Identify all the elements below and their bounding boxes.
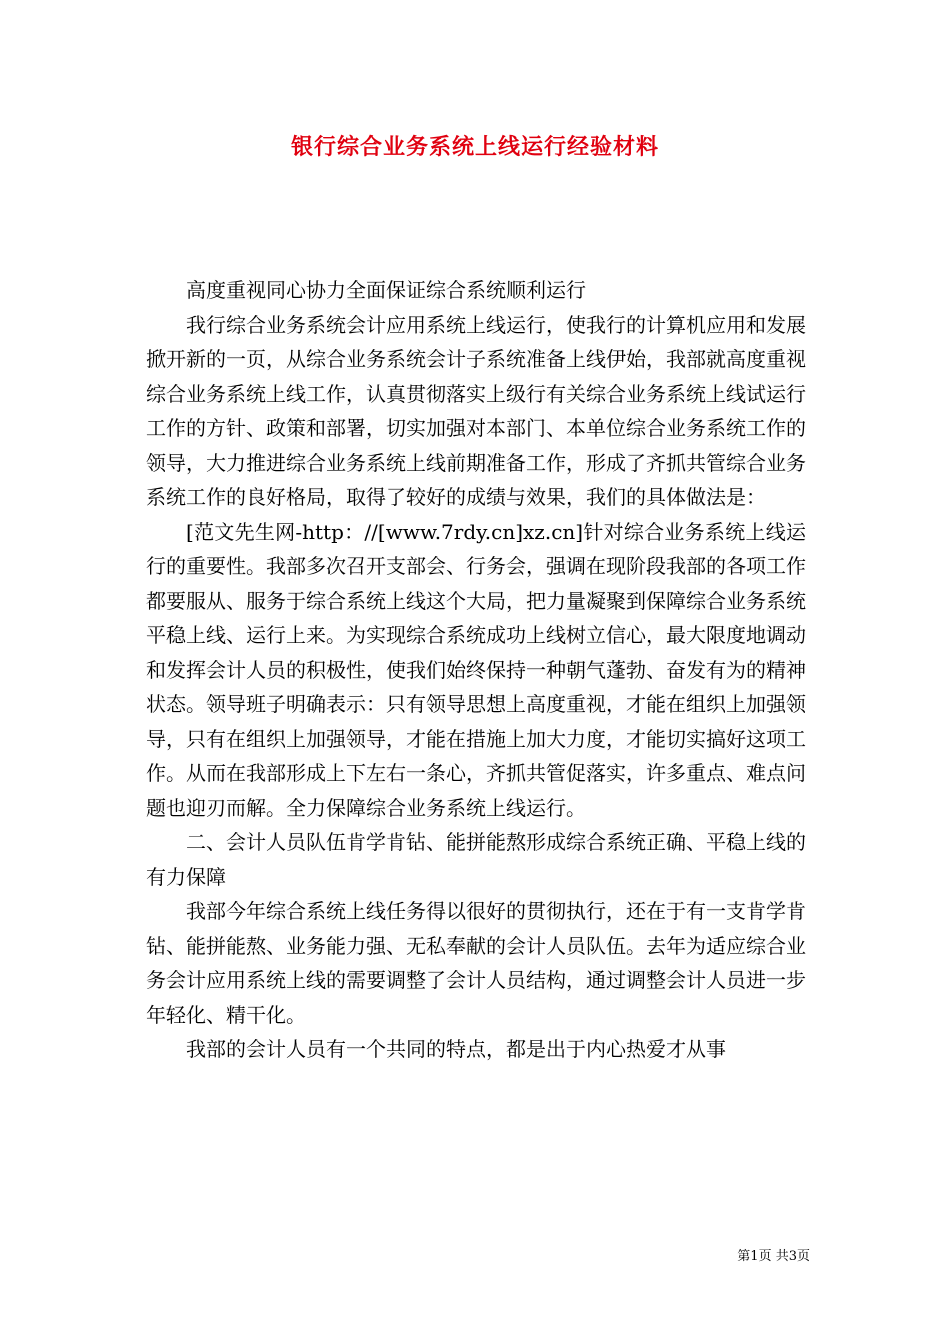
paragraph: [范文先生网-http：//[www.7rdy.cn]xz.cn]针对综合业务系统上线运行的重要性。我部多次召开支部会、行务会，强调在现阶段我部的各项工作都要服从、服务于综合系统上线这个大局，把力量凝聚到保障综合业务系统平稳上线、运行上来。为实现综合系统成功上线树立信心，最大限度地调动和发挥会计人员的积极性，使我们始终保持一种朝气蓬勃、奋发有为的精神状态。领导班子明确表示：只有领导思想上高度重视，才能在组织上加强领导，只有在组织上加强领导，才能在措施上加大力度，才能切实搞好这项工作。从而在我部形成上下左右一条心，齐抓共管促落实，许多重点、难点问题也迎刃而解。全力保障综合业务系统上线运行。 <box>146 519 806 820</box>
paragraph-heading-2: 二、会计人员队伍肯学肯钻、能拼能熬形成综合系统正确、平稳上线的有力保障 <box>146 830 806 889</box>
page-total: 3 <box>788 1249 797 1264</box>
page-suffix: 页 <box>796 1249 810 1264</box>
document-body <box>146 273 806 1067</box>
paragraph: 我部今年综合系统上线任务得以很好的贯彻执行，还在于有一支肯学肯钻、能拼能熬、业务能力强、无私奉献的会计人员队伍。去年为适应综合业务会计应用系统上线的需要调整了会计人员结构，通过调整会计人员进一步年轻化、精干化。 <box>146 899 806 1027</box>
page-prefix: 第 <box>737 1249 751 1264</box>
page-middle: 页 共 <box>758 1249 789 1264</box>
paragraph: 我部的会计人员有一个共同的特点，都是出于内心热爱才从事 <box>186 1037 726 1061</box>
page-number <box>700 1248 810 1266</box>
page-current: 1 <box>750 1249 759 1264</box>
paragraph-heading-1: 高度重视同心协力全面保证综合系统顺利运行 <box>186 278 586 302</box>
paragraph: 我行综合业务系统会计应用系统上线运行，使我行的计算机应用和发展掀开新的一页，从综合业务系统会计子系统准备上线伊始，我部就高度重视综合业务系统上线工作，认真贯彻落实上级行有关综合业务系统上线试运行工作的方针、政策和部署，切实加强对本部门、本单位综合业务系统工作的领导，大力推进综合业务系统上线前期准备工作，形成了齐抓共管综合业务系统工作的良好格局，取得了较好的成绩与效果，我们的具体做法是： <box>146 312 806 509</box>
document-title: 银行综合业务系统上线运行经验材料 <box>290 134 659 160</box>
